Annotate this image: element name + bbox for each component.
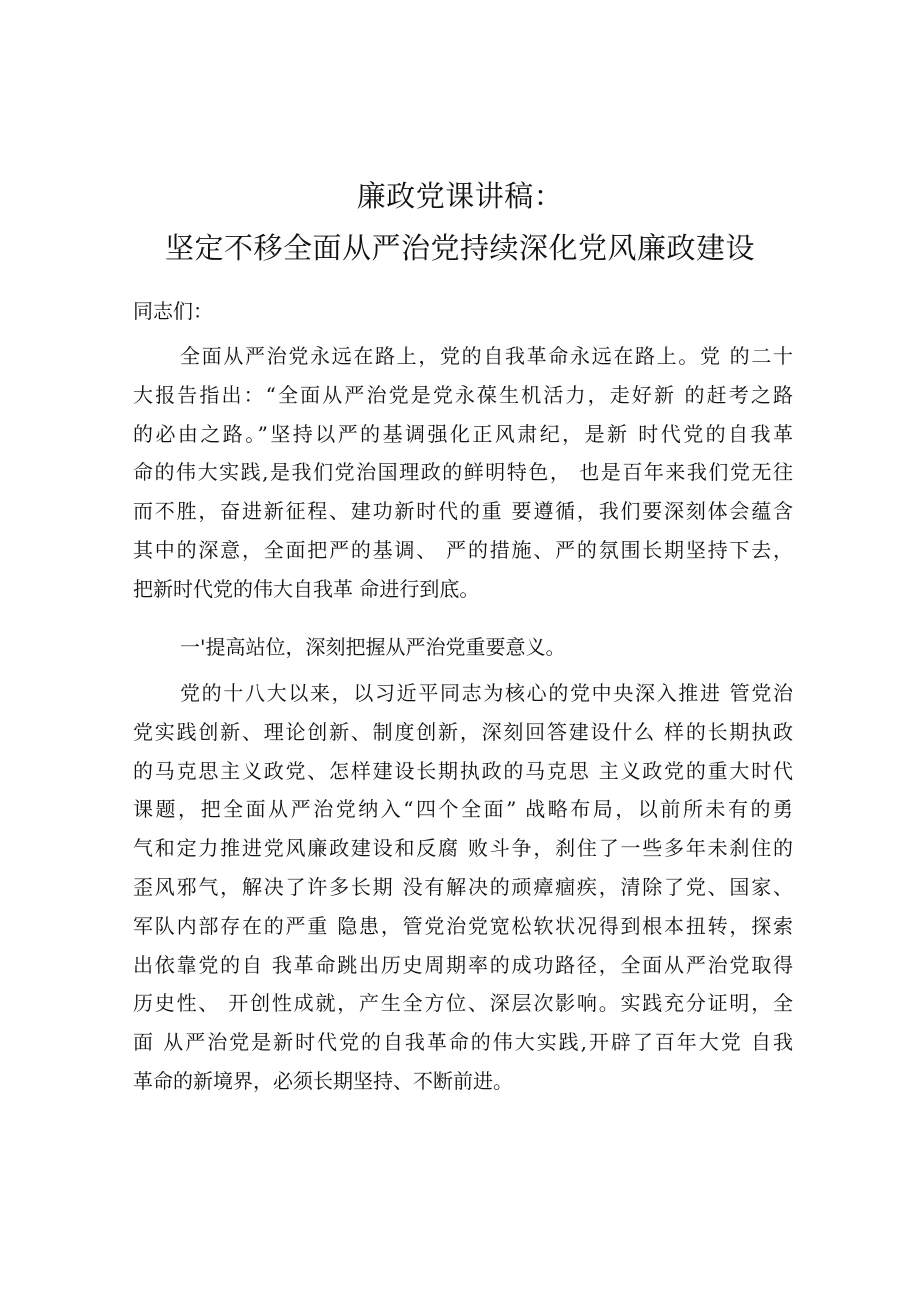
paragraph-line: 气和定力推进党风廉政建设和反腐 败斗争，刹住了一些多年未刹住的: [133, 836, 793, 861]
paragraph-line: 全面从严治党永远在路上，党的自我革命永远在路上。党 的二十: [180, 344, 793, 368]
paragraph-line: 历史性、 开创性成就，产生全方位、深层次影响。实践充分证明，全: [133, 991, 793, 1016]
document-title: [0, 170, 920, 274]
paragraph-line: 其中的深意，全面把严的基调、 严的措施、严的氛围长期坚持下去，: [133, 537, 793, 562]
paragraph-line: 而不胜，奋进新征程、建功新时代的重 要遵循，我们要深刻体会蕴含: [133, 499, 793, 524]
section-heading: 一'提高站位，深刻把握从严治党重要意义。: [180, 635, 566, 659]
paragraph-1: [133, 337, 793, 609]
paragraph-line: 革命的新境界，必须长期坚持、不断前进。: [133, 1068, 513, 1093]
paragraph-line: 把新时代党的伟大自我革 命进行到底。: [133, 576, 480, 601]
paragraph-line: 歪风邪气，解决了许多长期 没有解决的顽瘴痼疾，清除了党、国家、: [133, 874, 793, 899]
title-line-2: 坚定不移全面从严治党持续深化党风廉政建设: [164, 231, 755, 265]
paragraph-line: 的马克思主义政党、怎样建设长期执政的马克思 主义政党的重大时代: [133, 758, 793, 783]
paragraph-line: 面 从严治党是新时代党的自我革命的伟大实践,开辟了百年大党 自我: [133, 1030, 793, 1055]
paragraph-line: 党实践创新、理论创新、制度创新，深刻回答建设什么 样的长期执政: [133, 719, 793, 744]
paragraph-line: 大报告指出：“全面从严治党是党永葆生机活力，走好新 的赶考之路: [133, 382, 793, 407]
paragraph-2: [133, 674, 793, 1101]
paragraph-line: 的必由之路。”坚持以严的基调强化正风肃纪，是新 时代党的自我革: [133, 421, 793, 446]
paragraph-line: 党的十八大以来，以习近平同志为核心的党中央深入推进 管党治: [180, 681, 793, 705]
paragraph-line: 课题，把全面从严治党纳入“四个全面” 战略布局，以前所未有的勇: [133, 797, 793, 822]
paragraph-line: 出依靠党的自 我革命跳出历史周期率的成功路径，全面从严治党取得: [133, 952, 793, 977]
salutation: 同志们：: [133, 299, 213, 323]
paragraph-line: 命的伟大实践,是我们党治国理政的鲜明特色， 也是百年来我们党无往: [133, 460, 793, 485]
paragraph-line: 军队内部存在的严重 隐患，管党治党宽松软状况得到根本扭转，探索: [133, 913, 793, 938]
title-line-1: 廉政党课讲稿：: [356, 179, 564, 213]
